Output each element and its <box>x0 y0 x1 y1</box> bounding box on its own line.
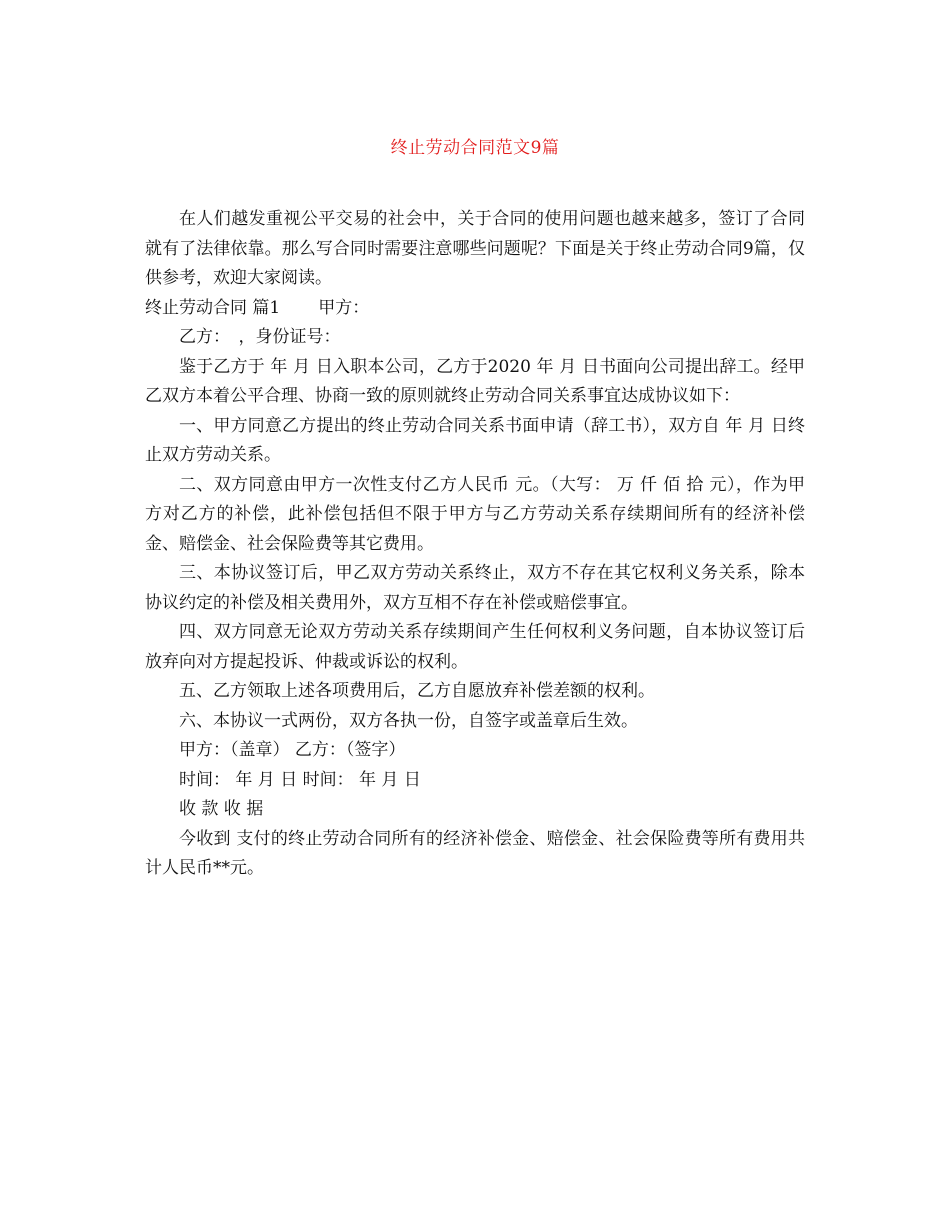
signature-line: 甲方：（盖章） 乙方：（签字） <box>179 740 406 760</box>
clause-6: 六、本协议一式两份，双方各执一份，自签字或盖章后生效。 <box>179 710 638 731</box>
receipt-heading: 收 款 收 据 <box>179 799 264 819</box>
intro-paragraph: 在人们越发重视公平交易的社会中，关于合同的使用问题也越来越多，签订了合同就有了法律依靠。那么写合同时需要注意哪些问题呢？下面是关于终止劳动合同9篇，仅供参考，欢迎大家阅读。 <box>145 209 805 288</box>
party-a-label: 甲方： <box>318 297 370 318</box>
document-body <box>145 205 805 884</box>
clause-4: 四、双方同意无论双方劳动关系存续期间产生任何权利义务问题，自本协议签订后放弃向对方提起投诉、仲裁或诉讼的权利。 <box>145 622 805 672</box>
document-title: 终止劳动合同范文9篇 <box>390 138 560 158</box>
party-b-line: 乙方： ，身份证号： <box>179 327 341 347</box>
date-line: 时间： 年 月 日 时间： 年 月 日 <box>179 769 421 790</box>
clause-1: 一、甲方同意乙方提出的终止劳动合同关系书面申请（辞工书），双方自 年 月 日终止双方劳动关系。 <box>145 415 805 465</box>
section-heading-line <box>145 294 805 324</box>
clause-2: 二、双方同意由甲方一次性支付乙方人民币 元。（大写： 万 仟 佰 拾 元），作为甲方对乙方的补偿，此补偿包括但不限于甲方与乙方劳动关系存续期间所有的经济补偿金、赔偿金、社会保险费等其它费用。 <box>145 474 805 554</box>
receipt-text: 今收到 支付的终止劳动合同所有的经济补偿金、赔偿金、社会保险费等所有费用共计人民币**元。 <box>145 828 805 878</box>
paragraph-recital: 鉴于乙方于 年 月 日入职本公司，乙方于2020 年 月 日书面向公司提出辞工。经甲乙双方本着公平合理、协商一致的原则就终止劳动合同关系事宜达成协议如下： <box>145 356 805 406</box>
clause-3: 三、本协议签订后，甲乙双方劳动关系终止，双方不存在其它权利义务关系，除本协议约定的补偿及相关费用外，双方互相不存在补偿或赔偿事宜。 <box>145 563 805 613</box>
clause-5: 五、乙方领取上述各项费用后，乙方自愿放弃补偿差额的权利。 <box>179 681 655 701</box>
section-heading: 终止劳动合同 篇1 <box>145 297 281 318</box>
